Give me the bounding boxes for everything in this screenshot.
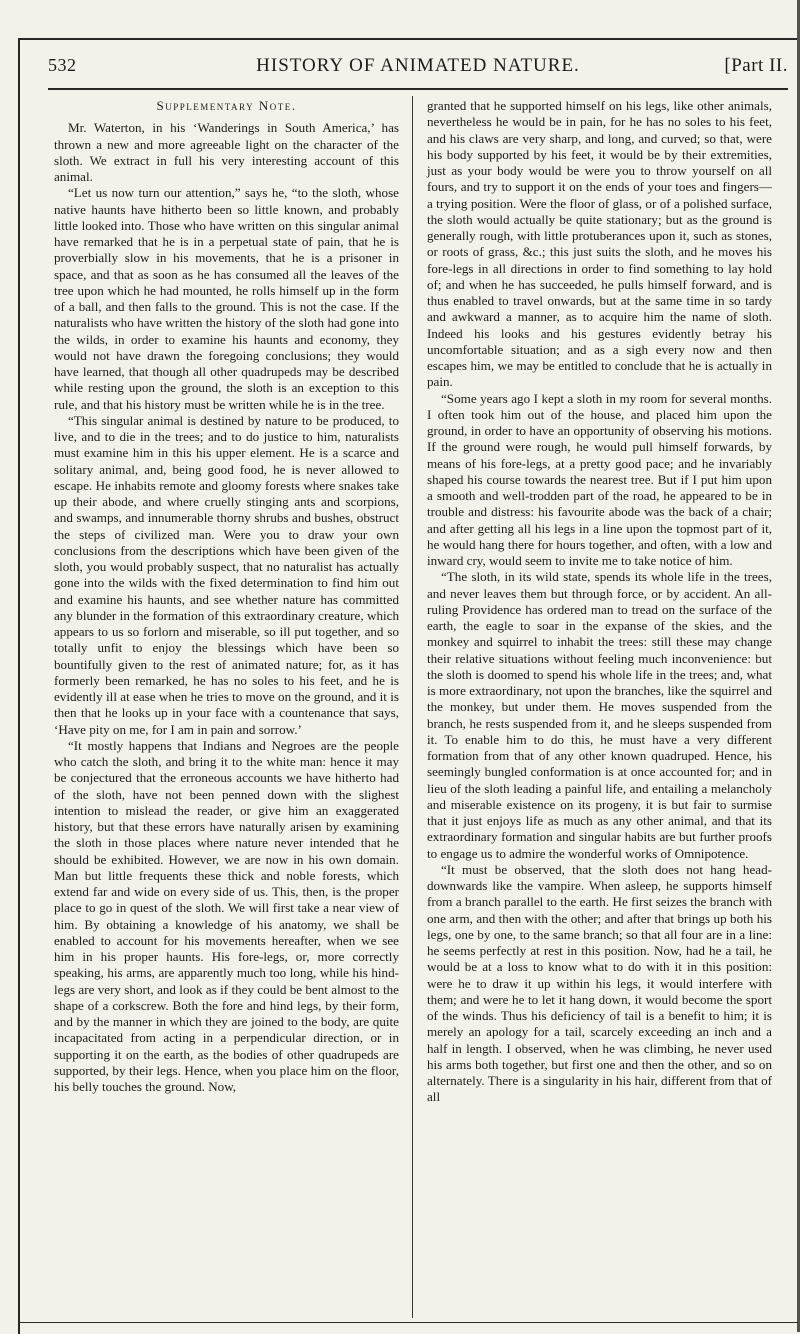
paragraph: “This singular animal is destined by nature to be produced, to live, and to die in the trees; and to do justice to him, naturalists must examine him in this his upper element. He is a scarce and solitary animal, and, being good food, he is never allowed to escape. He inhabits remote and gloomy forests where snakes take up their abode, and where cruelly stinging ants and scorpions, and swamps, and innumerable thorny shrubs and bushes, obstruct the steps of civilized man. Were you to draw your own conclusions from the descriptions which have been given of the sloth, you would probably suspect, that no naturalist has actually gone into the wilds with the fixed determination to find him out and examine his haunts, and see whether nature has committed any blunder in the formation of this extraordinary creature, which appears to us so forlorn and miserable, so ill put together, and so totally unfit to enjoy the blessings which have been so bountifully given to the rest of animated nature; for, as it has formerly been remarked, he has no soles to his feet, and he is evidently ill at ease when he tries to move on the ground, and it is then that he looks up in your face with a countenance that says, ‘Have pity on me, for I am in pain and sorrow.’ [54,412,399,737]
right-column [427,98,772,1106]
header-rule [48,88,788,90]
column-rule [412,96,413,1318]
paragraph: “It mostly happens that Indians and Negroes are the people who catch the sloth, and bring it to the white man: hence it may be conjectured that the erroneous accounts we have hitherto had of the sloth, have not been penned down with the slighest intention to mislead the reader, or give him an exaggerated history, but that these errors have naturally arisen by examining the sloth in those places where nature never intended that he should be exhibited. However, we are now in his own domain. Man but little frequents these thick and noble forests, which extend far and wide on every side of us. This, then, is the proper place to go in quest of the sloth. We will first take a near view of him. By obtaining a knowledge of his anatomy, we shall be enabled to account for his movements hereafter, when we see him in his proper haunts. His fore-legs, or, more correctly speaking, his arms, are apparently much too long, while his hind-legs are very short, and look as if they could be bent almost to the shape of a corkscrew. Both the fore and hind legs, by their form, and by the manner in which they are joined to the body, are quite incapacitated from acting in a perpendicular direction, or in supporting it on the earth, as the bodies of other quadrupeds are supported, by their legs. Hence, when you place him on the floor, his belly touches the ground. Now, [54,737,399,1094]
paragraph: “Let us now turn our attention,” says he, “to the sloth, whose native haunts have hitherto been so little known, and probably little looked into. Those who have written on this singular animal have remarked that he is in a perpetual state of pain, that he is proverbially slow in his movements, that he is a prisoner in space, and that as soon as he has consumed all the leaves of the tree upon which he had mounted, he rolls himself up in the form of a ball, and then falls to the ground. This is not the case. If the naturalists who have written the history of the sloth had gone into the wilds, in order to examine his haunts and economy, they would not have drawn the foregoing conclusions; they would have learned, that though all other quadrupeds may be described while resting upon the ground, the sloth is an exception to this rule, and that his history must be written while he is in the tree. [54,185,399,412]
bottom-rule [20,1322,798,1323]
paragraph: “The sloth, in its wild state, spends its whole life in the trees, and never leaves them but through force, or by accident. An all-ruling Providence has ordered man to tread on the surface of the earth, the eagle to soar in the expanse of the skies, and the monkey and squirrel to inhabit the trees: still these may change their relative situations without feeling much inconvenience: but the sloth is doomed to spend his whole life in the trees; and, what is more extraordinary, not upon the branches, like the squirrel and the monkey, but under them. He moves suspended from the branch, he rests suspended from it, and he sleeps suspended from it. To enable him to do this, he must have a very different formation from that of any other known quadruped. Hence, his seemingly bungled conformation is at once accounted for; and in lieu of the sloth leading a painful life, and entailing a melancholy and miserable existence on its progeny, it is but fair to surmise that it just enjoys life as much as any other animal, and that its extraordinary formation and singular habits are but further proofs to engage us to admire the wonderful works of Omnipotence. [427,569,772,861]
section-title: Supplementary Note. [156,98,297,113]
paragraph: granted that he supported himself on his legs, like other animals, nevertheless he would be in pain, for he has no soles to his feet, and his claws are very sharp, and long, and curved; so that, were his body supported by his feet, it would be by their extremities, just as your body would be were you to throw yourself on all fours, and try to support it on the ends of your toes and fingers—a trying position. Were the floor of glass, or of a polished surface, the sloth would actually be quite stationary; but as the ground is generally rough, with little protuberances upon it, such as stones, or roots of grass, &c.; this just suits the sloth, and he moves his fore-legs in all directions in order to find something to lay hold of; and when he has succeeded, he pulls himself forward, and is thus enabled to travel onwards, but at the same time in so tardy and awkward a manner, as to acquire him the name of sloth. Indeed his looks and his gestures evidently betray his uncomfortable situation; and as a sigh every now and then escapes him, we may be entitled to conclude that he is actually in pain. [427,98,772,390]
running-head: HISTORY OF ANIMATED NATURE. [256,55,580,76]
part-label: [Part II. [724,55,788,76]
page-number: 532 [48,55,77,75]
paragraph: “Some years ago I kept a sloth in my room for several months. I often took him out of the house, and placed him upon the ground, in order to have an opportunity of observing his motions. If the ground were rough, he would pull himself forwards, by means of his fore-legs, at a pretty good pace; and he invariably shaped his course towards the nearest tree. But if I put him upon a smooth and well-trodden part of the road, he appeared to be in trouble and distress: his favourite abode was the back of a chair; and after getting all his legs in a line upon the topmost part of it, he would hang there for hours together, and often, with a low and inward cry, would seem to invite me to take notice of him. [427,390,772,568]
left-column [54,98,399,1095]
paragraph: “It must be observed, that the sloth does not hang head-downwards like the vampire. When asleep, he supports himself from a branch parallel to the earth. He first seizes the branch with one arm, and then with the other; and after that brings up both his legs, one by one, to the same branch; so that all four are in a line: he seems perfectly at rest in this position. Now, had he a tail, he would be at a loss to know what to do with it in this position: were he to draw it up within his legs, it would interfere with them; and were he to let it hang down, it would become the sport of the winds. Thus his deficiency of tail is a benefit to him; it is merely an apology for a tail, scarcely exceeding an inch and a half in length. I observed, when he was climbing, he never used his arms both together, but first one and then the other, and so on alternately. There is a singularity in his hair, different from that of all [427,861,772,1105]
paragraph: Mr. Waterton, in his ‘Wanderings in South America,’ has thrown a new and more agreeable light on the character of the sloth. We extract in full his very interesting account of this animal. [54,120,399,184]
